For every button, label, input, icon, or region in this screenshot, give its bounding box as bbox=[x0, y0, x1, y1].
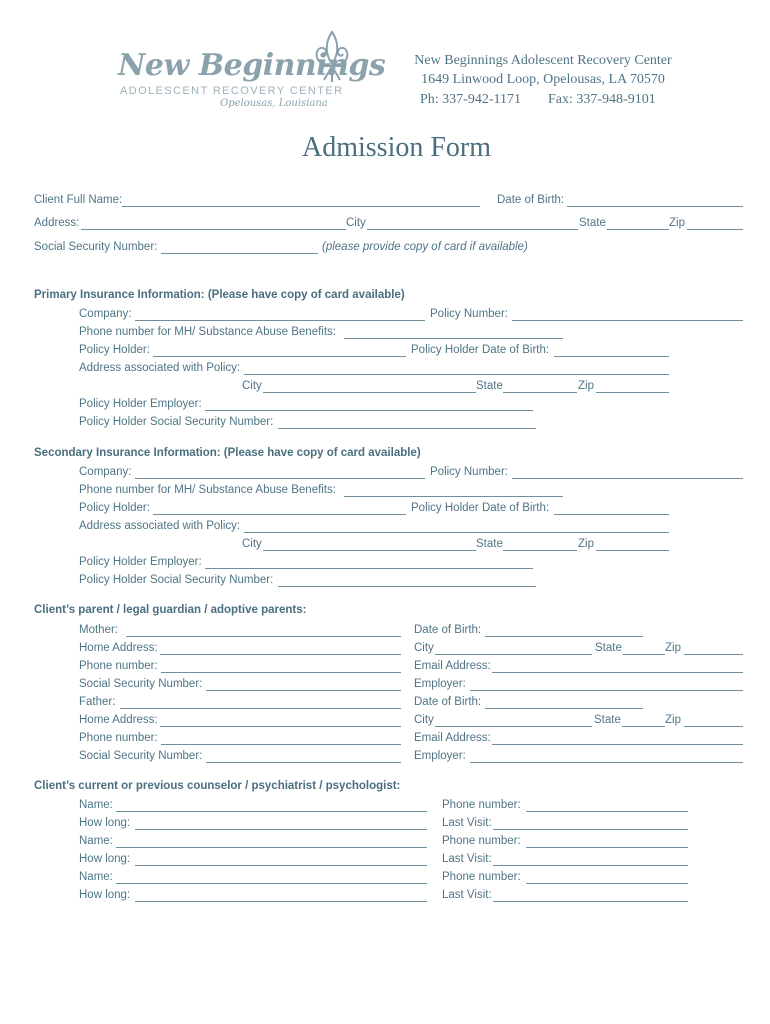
counselor-1-how-long-label: How long: bbox=[79, 817, 131, 829]
father-email-label: Email Address: bbox=[414, 732, 491, 744]
client-address-label: Address: bbox=[34, 217, 80, 229]
logo-location: Opelousas, Louisiana bbox=[220, 98, 328, 109]
primary-holder-dob-field[interactable] bbox=[554, 356, 669, 357]
father-phone-label: Phone number: bbox=[79, 732, 158, 744]
mother-label: Mother: bbox=[79, 624, 118, 636]
mother-home-address-field[interactable] bbox=[160, 654, 401, 655]
client-ssn-field[interactable] bbox=[161, 253, 318, 254]
counselor-3-last-visit-field[interactable] bbox=[493, 901, 688, 902]
secondary-phone-mh-field[interactable] bbox=[344, 496, 563, 497]
client-ssn-label: Social Security Number: bbox=[34, 241, 158, 253]
secondary-holder-dob-field[interactable] bbox=[554, 514, 669, 515]
mother-phone-field[interactable] bbox=[161, 672, 401, 673]
secondary-state-field[interactable] bbox=[503, 550, 577, 551]
mother-zip-field[interactable] bbox=[684, 654, 743, 655]
page-title: Admission Form bbox=[302, 132, 492, 163]
primary-city-field[interactable] bbox=[263, 392, 476, 393]
primary-state-label: State bbox=[476, 380, 503, 392]
parents-heading: Client’s parent / legal guardian / adoptive parents: bbox=[34, 604, 307, 616]
primary-address-field[interactable] bbox=[244, 374, 669, 375]
counselor-1-phone-field[interactable] bbox=[526, 811, 688, 812]
counselor-3-phone-field[interactable] bbox=[526, 883, 688, 884]
counselor-2-how-long-field[interactable] bbox=[135, 865, 427, 866]
mother-employer-label: Employer: bbox=[414, 678, 466, 690]
secondary-zip-field[interactable] bbox=[596, 550, 669, 551]
father-dob-field[interactable] bbox=[485, 708, 643, 709]
secondary-city-label: City bbox=[242, 538, 262, 550]
mother-city-field[interactable] bbox=[435, 654, 592, 655]
mother-phone-label: Phone number: bbox=[79, 660, 158, 672]
primary-zip-field[interactable] bbox=[596, 392, 669, 393]
counselor-2-how-long-label: How long: bbox=[79, 853, 131, 865]
logo-subtitle: ADOLESCENT RECOVERY CENTER bbox=[120, 85, 344, 97]
secondary-address-field[interactable] bbox=[244, 532, 669, 533]
secondary-policy-number-field[interactable] bbox=[512, 478, 743, 479]
org-fax: Fax: 337-948-9101 bbox=[548, 92, 656, 107]
counselor-1-name-field[interactable] bbox=[116, 811, 427, 812]
logo-name: New Beginnings bbox=[118, 48, 386, 83]
father-employer-field[interactable] bbox=[470, 762, 743, 763]
counselor-2-name-field[interactable] bbox=[116, 847, 427, 848]
counselor-2-name-label: Name: bbox=[79, 835, 113, 847]
mother-state-label: State bbox=[595, 642, 622, 654]
secondary-insurance-heading: Secondary Insurance Information: (Please have copy of card available) bbox=[34, 447, 421, 459]
father-label: Father: bbox=[79, 696, 116, 708]
counselor-2-phone-label: Phone number: bbox=[442, 835, 521, 847]
mother-zip-label: Zip bbox=[665, 642, 681, 654]
secondary-policy-number-label: Policy Number: bbox=[430, 466, 508, 478]
mother-city-label: City bbox=[414, 642, 434, 654]
primary-holder-ssn-field[interactable] bbox=[278, 428, 536, 429]
mother-dob-label: Date of Birth: bbox=[414, 624, 482, 636]
primary-holder-ssn-label: Policy Holder Social Security Number: bbox=[79, 416, 274, 428]
father-zip-label: Zip bbox=[665, 714, 681, 726]
counselor-1-phone-label: Phone number: bbox=[442, 799, 521, 811]
primary-company-label: Company: bbox=[79, 308, 132, 320]
client-dob-field[interactable] bbox=[567, 206, 743, 207]
counselor-3-how-long-field[interactable] bbox=[135, 901, 427, 902]
counselor-2-last-visit-label: Last Visit: bbox=[442, 853, 492, 865]
secondary-state-label: State bbox=[476, 538, 503, 550]
mother-employer-field[interactable] bbox=[470, 690, 743, 691]
father-zip-field[interactable] bbox=[684, 726, 743, 727]
father-phone-field[interactable] bbox=[161, 744, 401, 745]
secondary-company-label: Company: bbox=[79, 466, 132, 478]
secondary-holder-dob-label: Policy Holder Date of Birth: bbox=[411, 502, 550, 514]
mother-state-field[interactable] bbox=[623, 654, 665, 655]
secondary-holder-label: Policy Holder: bbox=[79, 502, 150, 514]
fleur-de-lis-icon bbox=[312, 30, 352, 93]
counselor-3-phone-label: Phone number: bbox=[442, 871, 521, 883]
primary-holder-dob-label: Policy Holder Date of Birth: bbox=[411, 344, 550, 356]
father-field[interactable] bbox=[120, 708, 401, 709]
client-zip-label: Zip bbox=[669, 217, 685, 229]
primary-holder-field[interactable] bbox=[153, 356, 406, 357]
primary-employer-label: Policy Holder Employer: bbox=[79, 398, 202, 410]
mother-field[interactable] bbox=[126, 636, 401, 637]
client-address-field[interactable] bbox=[81, 229, 346, 230]
secondary-zip-label: Zip bbox=[578, 538, 594, 550]
org-name: New Beginnings Adolescent Recovery Center bbox=[414, 53, 672, 68]
org-address: 1649 Linwood Loop, Opelousas, LA 70570 bbox=[421, 72, 665, 87]
father-city-field[interactable] bbox=[435, 726, 592, 727]
primary-holder-label: Policy Holder: bbox=[79, 344, 150, 356]
counselor-3-name-field[interactable] bbox=[116, 883, 427, 884]
secondary-holder-ssn-label: Policy Holder Social Security Number: bbox=[79, 574, 274, 586]
client-state-label: State bbox=[579, 217, 606, 229]
primary-address-label: Address associated with Policy: bbox=[79, 362, 241, 374]
secondary-holder-ssn-field[interactable] bbox=[278, 586, 536, 587]
mother-dob-field[interactable] bbox=[485, 636, 643, 637]
counselor-1-last-visit-label: Last Visit: bbox=[442, 817, 492, 829]
counselor-1-last-visit-field[interactable] bbox=[493, 829, 688, 830]
primary-company-field[interactable] bbox=[135, 320, 425, 321]
secondary-address-label: Address associated with Policy: bbox=[79, 520, 241, 532]
counselor-2-last-visit-field[interactable] bbox=[493, 865, 688, 866]
father-dob-label: Date of Birth: bbox=[414, 696, 482, 708]
client-state-field[interactable] bbox=[607, 229, 669, 230]
mother-email-field[interactable] bbox=[492, 672, 743, 673]
client-zip-field[interactable] bbox=[687, 229, 743, 230]
counselor-3-how-long-label: How long: bbox=[79, 889, 131, 901]
father-home-address-label: Home Address: bbox=[79, 714, 158, 726]
secondary-employer-field[interactable] bbox=[205, 568, 533, 569]
primary-employer-field[interactable] bbox=[205, 410, 533, 411]
primary-zip-label: Zip bbox=[578, 380, 594, 392]
client-ssn-note: (please provide copy of card if available) bbox=[322, 241, 528, 253]
father-email-field[interactable] bbox=[492, 744, 743, 745]
secondary-company-field[interactable] bbox=[135, 478, 425, 479]
org-phone: Ph: 337-942-1171 bbox=[420, 92, 521, 107]
primary-policy-number-label: Policy Number: bbox=[430, 308, 508, 320]
primary-phone-mh-field[interactable] bbox=[344, 338, 563, 339]
primary-phone-mh-label: Phone number for MH/ Substance Abuse Benefits: bbox=[79, 326, 336, 338]
secondary-holder-field[interactable] bbox=[153, 514, 406, 515]
counselor-heading: Client’s current or previous counselor / psychiatrist / psychologist: bbox=[34, 780, 401, 792]
father-state-label: State bbox=[594, 714, 621, 726]
client-dob-label: Date of Birth: bbox=[497, 194, 565, 206]
primary-insurance-heading: Primary Insurance Information: (Please have copy of card available) bbox=[34, 289, 405, 301]
father-ssn-field[interactable] bbox=[206, 762, 401, 763]
father-employer-label: Employer: bbox=[414, 750, 466, 762]
client-name-label: Client Full Name: bbox=[34, 194, 123, 206]
mother-ssn-label: Social Security Number: bbox=[79, 678, 203, 690]
client-city-label: City bbox=[346, 217, 366, 229]
father-city-label: City bbox=[414, 714, 434, 726]
counselor-3-last-visit-label: Last Visit: bbox=[442, 889, 492, 901]
mother-email-label: Email Address: bbox=[414, 660, 491, 672]
counselor-1-how-long-field[interactable] bbox=[135, 829, 427, 830]
client-city-field[interactable] bbox=[367, 229, 578, 230]
father-home-address-field[interactable] bbox=[160, 726, 401, 727]
client-name-field[interactable] bbox=[122, 206, 480, 207]
secondary-employer-label: Policy Holder Employer: bbox=[79, 556, 202, 568]
counselor-1-name-label: Name: bbox=[79, 799, 113, 811]
primary-state-field[interactable] bbox=[503, 392, 577, 393]
primary-policy-number-field[interactable] bbox=[512, 320, 743, 321]
mother-ssn-field[interactable] bbox=[206, 690, 401, 691]
father-ssn-label: Social Security Number: bbox=[79, 750, 203, 762]
secondary-city-field[interactable] bbox=[263, 550, 476, 551]
mother-home-address-label: Home Address: bbox=[79, 642, 158, 654]
secondary-phone-mh-label: Phone number for MH/ Substance Abuse Benefits: bbox=[79, 484, 336, 496]
primary-city-label: City bbox=[242, 380, 262, 392]
counselor-3-name-label: Name: bbox=[79, 871, 113, 883]
father-state-field[interactable] bbox=[622, 726, 665, 727]
counselor-2-phone-field[interactable] bbox=[526, 847, 688, 848]
